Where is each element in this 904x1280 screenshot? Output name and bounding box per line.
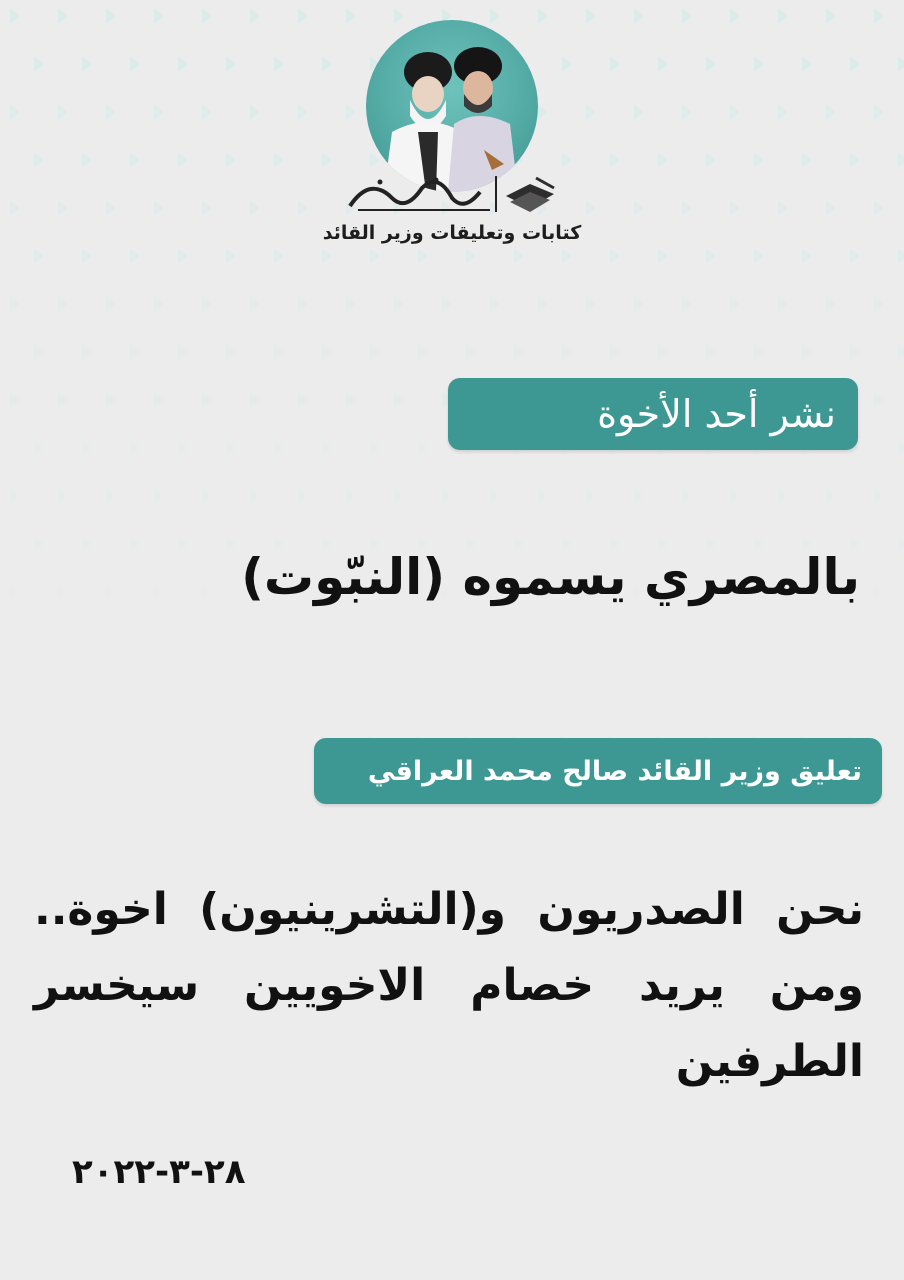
pattern-mark (874, 488, 884, 504)
pattern-mark (585, 687, 588, 690)
pattern-mark (321, 735, 324, 738)
pattern-mark (634, 296, 644, 312)
pattern-mark (657, 1119, 660, 1122)
pattern-mark (153, 783, 156, 786)
pattern-mark (177, 639, 180, 642)
pattern-mark (801, 735, 804, 738)
pattern-mark (897, 639, 900, 642)
pattern-mark (58, 488, 68, 504)
pattern-mark (634, 488, 644, 504)
pattern-mark (729, 1263, 732, 1266)
pattern-mark (730, 488, 740, 504)
pattern-mark (298, 488, 308, 504)
post-text: بالمصري يسموه (النبّوت) (241, 548, 860, 606)
pattern-mark (465, 831, 468, 834)
pattern-mark (9, 879, 12, 882)
pattern-mark (441, 687, 444, 690)
pattern-mark (490, 296, 500, 312)
pattern-mark (81, 831, 84, 834)
pattern-mark (897, 927, 900, 930)
pattern-mark (561, 831, 564, 834)
pattern-mark (826, 296, 836, 312)
pattern-mark (370, 440, 380, 456)
pattern-mark (633, 687, 636, 690)
pattern-mark (346, 488, 356, 504)
pattern-mark (57, 1263, 60, 1266)
pattern-mark (898, 344, 904, 360)
pattern-mark (441, 1167, 444, 1170)
pattern-mark (273, 831, 276, 834)
pattern-mark (681, 1167, 684, 1170)
pattern-mark (705, 1119, 708, 1122)
pattern-mark (369, 1119, 372, 1122)
pattern-mark (825, 1167, 828, 1170)
pattern-mark (129, 831, 132, 834)
pattern-mark (802, 344, 812, 360)
pattern-mark (9, 975, 12, 978)
pattern-mark (10, 584, 20, 600)
pattern-mark (154, 488, 164, 504)
pattern-mark (873, 687, 876, 690)
pattern-mark (537, 1167, 540, 1170)
pattern-mark (609, 1119, 612, 1122)
pattern-mark (417, 639, 420, 642)
pattern-mark (249, 687, 252, 690)
pattern-mark (489, 687, 492, 690)
pattern-mark (514, 344, 524, 360)
pattern-mark (298, 296, 308, 312)
pattern-mark (297, 687, 300, 690)
pattern-mark (417, 1119, 420, 1122)
pattern-mark (250, 296, 260, 312)
pattern-mark (81, 639, 84, 642)
pattern-mark (873, 1071, 876, 1074)
pattern-mark (345, 1263, 348, 1266)
pattern-mark (729, 1167, 732, 1170)
pattern-mark (297, 1263, 300, 1266)
pattern-mark (849, 639, 852, 642)
pattern-mark (201, 687, 204, 690)
pattern-mark (226, 440, 236, 456)
pattern-mark (706, 344, 716, 360)
pattern-mark (418, 344, 428, 360)
pattern-mark (801, 831, 804, 834)
pattern-mark (273, 735, 276, 738)
pattern-mark (513, 1215, 516, 1218)
pattern-mark (657, 639, 660, 642)
pattern-mark (394, 488, 404, 504)
pattern-mark (178, 344, 188, 360)
pattern-mark (321, 639, 324, 642)
pattern-mark (849, 735, 852, 738)
pattern-mark (57, 1167, 60, 1170)
pattern-mark (177, 1119, 180, 1122)
pattern-mark (585, 1167, 588, 1170)
pattern-mark (106, 488, 116, 504)
pattern-mark (105, 687, 108, 690)
pattern-mark (538, 296, 548, 312)
pattern-mark (705, 639, 708, 642)
pattern-mark (609, 831, 612, 834)
pattern-mark (225, 1119, 228, 1122)
pattern-mark (154, 392, 164, 408)
pattern-mark (201, 783, 204, 786)
pattern-mark (801, 1215, 804, 1218)
pattern-mark (873, 1167, 876, 1170)
pattern-mark (345, 1167, 348, 1170)
pattern-mark (322, 344, 332, 360)
pattern-mark (129, 1119, 132, 1122)
pattern-mark (681, 687, 684, 690)
pattern-mark (537, 687, 540, 690)
pattern-mark (33, 735, 36, 738)
pattern-mark (658, 344, 668, 360)
pattern-mark (705, 831, 708, 834)
pattern-mark (465, 639, 468, 642)
comment-label-badge (314, 738, 882, 804)
brand-subtitle: كتابات وتعليقات وزير القائد (322, 222, 582, 244)
pattern-mark (297, 783, 300, 786)
pattern-mark (81, 1215, 84, 1218)
pattern-mark (201, 1263, 204, 1266)
pattern-mark (393, 687, 396, 690)
pattern-mark (586, 488, 596, 504)
pattern-mark (33, 1119, 36, 1122)
pattern-mark (753, 1119, 756, 1122)
pattern-mark (33, 1215, 36, 1218)
post-date: ٢٨-٣-٢٠٢٢ (72, 1152, 246, 1192)
pattern-mark (898, 440, 904, 456)
pattern-mark (58, 296, 68, 312)
pattern-mark (394, 392, 404, 408)
pattern-mark (801, 1119, 804, 1122)
pattern-mark (513, 735, 516, 738)
pattern-mark (705, 1215, 708, 1218)
pattern-mark (777, 1167, 780, 1170)
pattern-mark (873, 1263, 876, 1266)
pattern-mark (849, 1215, 852, 1218)
pattern-mark (58, 392, 68, 408)
pattern-mark (129, 1215, 132, 1218)
pattern-mark (153, 687, 156, 690)
pattern-mark (897, 735, 900, 738)
pattern-mark (418, 440, 428, 456)
pattern-mark (657, 1215, 660, 1218)
pattern-mark (226, 344, 236, 360)
pattern-mark (633, 1167, 636, 1170)
pattern-mark (321, 1215, 324, 1218)
pattern-mark (898, 536, 904, 552)
pattern-mark (513, 831, 516, 834)
pattern-mark (153, 1263, 156, 1266)
pattern-mark (778, 296, 788, 312)
pattern-mark (9, 1263, 12, 1266)
pattern-mark (274, 344, 284, 360)
pattern-mark (849, 1119, 852, 1122)
pattern-mark (897, 1023, 900, 1026)
pattern-mark (513, 1119, 516, 1122)
pattern-mark (33, 639, 36, 642)
pattern-mark (489, 1263, 492, 1266)
pattern-mark (225, 639, 228, 642)
pattern-mark (369, 1215, 372, 1218)
pattern-mark (730, 296, 740, 312)
pattern-mark (394, 296, 404, 312)
pattern-mark (321, 831, 324, 834)
pattern-mark (657, 735, 660, 738)
pattern-mark (561, 639, 564, 642)
pattern-mark (249, 783, 252, 786)
pattern-mark (538, 488, 548, 504)
pattern-mark (34, 440, 44, 456)
pattern-mark (897, 1215, 900, 1218)
pattern-mark (34, 344, 44, 360)
pattern-mark (825, 1263, 828, 1266)
pattern-mark (273, 639, 276, 642)
pattern-mark (874, 392, 884, 408)
pattern-mark (682, 488, 692, 504)
pattern-mark (81, 1119, 84, 1122)
pattern-mark (778, 488, 788, 504)
pattern-mark (897, 1119, 900, 1122)
pattern-mark (513, 639, 516, 642)
pattern-mark (225, 1215, 228, 1218)
comment-text: نحن الصدريون و(التشرينيون) اخوة.. ومن يريد خصام الاخويين سيخسر الطرفين (34, 884, 864, 1087)
pattern-mark (753, 831, 756, 834)
pattern-mark (177, 1215, 180, 1218)
pattern-mark (33, 831, 36, 834)
pattern-mark (609, 1215, 612, 1218)
pattern-mark (202, 488, 212, 504)
post-label-badge (448, 378, 858, 450)
pattern-mark (81, 735, 84, 738)
pattern-mark (610, 344, 620, 360)
pattern-mark (393, 1167, 396, 1170)
pattern-mark (489, 1167, 492, 1170)
pattern-mark (897, 831, 900, 834)
pattern-mark (273, 1119, 276, 1122)
pattern-mark (609, 639, 612, 642)
pattern-mark (585, 1263, 588, 1266)
pattern-mark (202, 296, 212, 312)
pattern-mark (177, 735, 180, 738)
pattern-mark (10, 488, 20, 504)
pattern-mark (393, 1263, 396, 1266)
pattern-mark (321, 1119, 324, 1122)
pattern-mark (250, 392, 260, 408)
pattern-mark (753, 1215, 756, 1218)
pattern-mark (826, 488, 836, 504)
pattern-mark (754, 344, 764, 360)
pattern-mark (466, 344, 476, 360)
pattern-mark (850, 344, 860, 360)
pattern-mark (130, 344, 140, 360)
pattern-mark (609, 735, 612, 738)
pattern-mark (225, 735, 228, 738)
pattern-mark (105, 783, 108, 786)
pattern-mark (178, 440, 188, 456)
pattern-mark (129, 639, 132, 642)
pattern-mark (753, 639, 756, 642)
pattern-mark (586, 296, 596, 312)
pattern-mark (130, 440, 140, 456)
pattern-mark (874, 584, 884, 600)
pattern-mark (825, 687, 828, 690)
pattern-mark (105, 1263, 108, 1266)
pattern-mark (417, 1215, 420, 1218)
pattern-mark (562, 344, 572, 360)
pattern-mark (777, 687, 780, 690)
pattern-mark (10, 296, 20, 312)
pattern-mark (154, 296, 164, 312)
pattern-mark (873, 975, 876, 978)
pattern-mark (82, 440, 92, 456)
pattern-mark (369, 735, 372, 738)
pattern-mark (705, 735, 708, 738)
pattern-mark (417, 735, 420, 738)
pattern-mark (465, 1119, 468, 1122)
pattern-mark (57, 687, 60, 690)
pattern-mark (369, 831, 372, 834)
pattern-mark (249, 1263, 252, 1266)
pattern-mark (801, 639, 804, 642)
pattern-mark (9, 1167, 12, 1170)
pattern-mark (225, 831, 228, 834)
pattern-mark (874, 296, 884, 312)
pattern-mark (633, 1263, 636, 1266)
pattern-mark (298, 392, 308, 408)
pattern-mark (417, 831, 420, 834)
leaders-portrait-image (366, 20, 538, 192)
header (0, 0, 904, 260)
pattern-mark (873, 879, 876, 882)
pattern-mark (202, 392, 212, 408)
pattern-mark (9, 783, 12, 786)
pattern-mark (106, 296, 116, 312)
pattern-mark (9, 1071, 12, 1074)
pattern-mark (57, 783, 60, 786)
pattern-mark (9, 687, 12, 690)
pattern-mark (561, 735, 564, 738)
pattern-mark (129, 735, 132, 738)
pattern-mark (34, 536, 44, 552)
comment-label: تعليق وزير القائد صالح محمد العراقي (367, 755, 862, 787)
pattern-mark (106, 392, 116, 408)
pattern-mark (442, 296, 452, 312)
pattern-mark (849, 831, 852, 834)
pattern-mark (561, 1119, 564, 1122)
pattern-mark (82, 344, 92, 360)
pattern-mark (370, 344, 380, 360)
pattern-mark (345, 687, 348, 690)
pattern-mark (465, 1215, 468, 1218)
pattern-mark (346, 296, 356, 312)
pattern-mark (10, 392, 20, 408)
pattern-mark (465, 735, 468, 738)
pattern-mark (729, 687, 732, 690)
pattern-mark (274, 440, 284, 456)
pattern-mark (322, 440, 332, 456)
pattern-mark (369, 639, 372, 642)
pattern-mark (657, 831, 660, 834)
pattern-mark (442, 488, 452, 504)
pattern-mark (777, 1263, 780, 1266)
pattern-mark (537, 1263, 540, 1266)
pattern-mark (177, 831, 180, 834)
pattern-mark (250, 488, 260, 504)
pattern-mark (490, 488, 500, 504)
post-label: نشر أحد الأخوة (597, 392, 836, 436)
pattern-mark (273, 1215, 276, 1218)
pattern-mark (346, 392, 356, 408)
pattern-mark (681, 1263, 684, 1266)
brand-logo (340, 168, 564, 220)
pattern-mark (682, 296, 692, 312)
pattern-mark (561, 1215, 564, 1218)
pattern-mark (753, 735, 756, 738)
pattern-mark (441, 1263, 444, 1266)
